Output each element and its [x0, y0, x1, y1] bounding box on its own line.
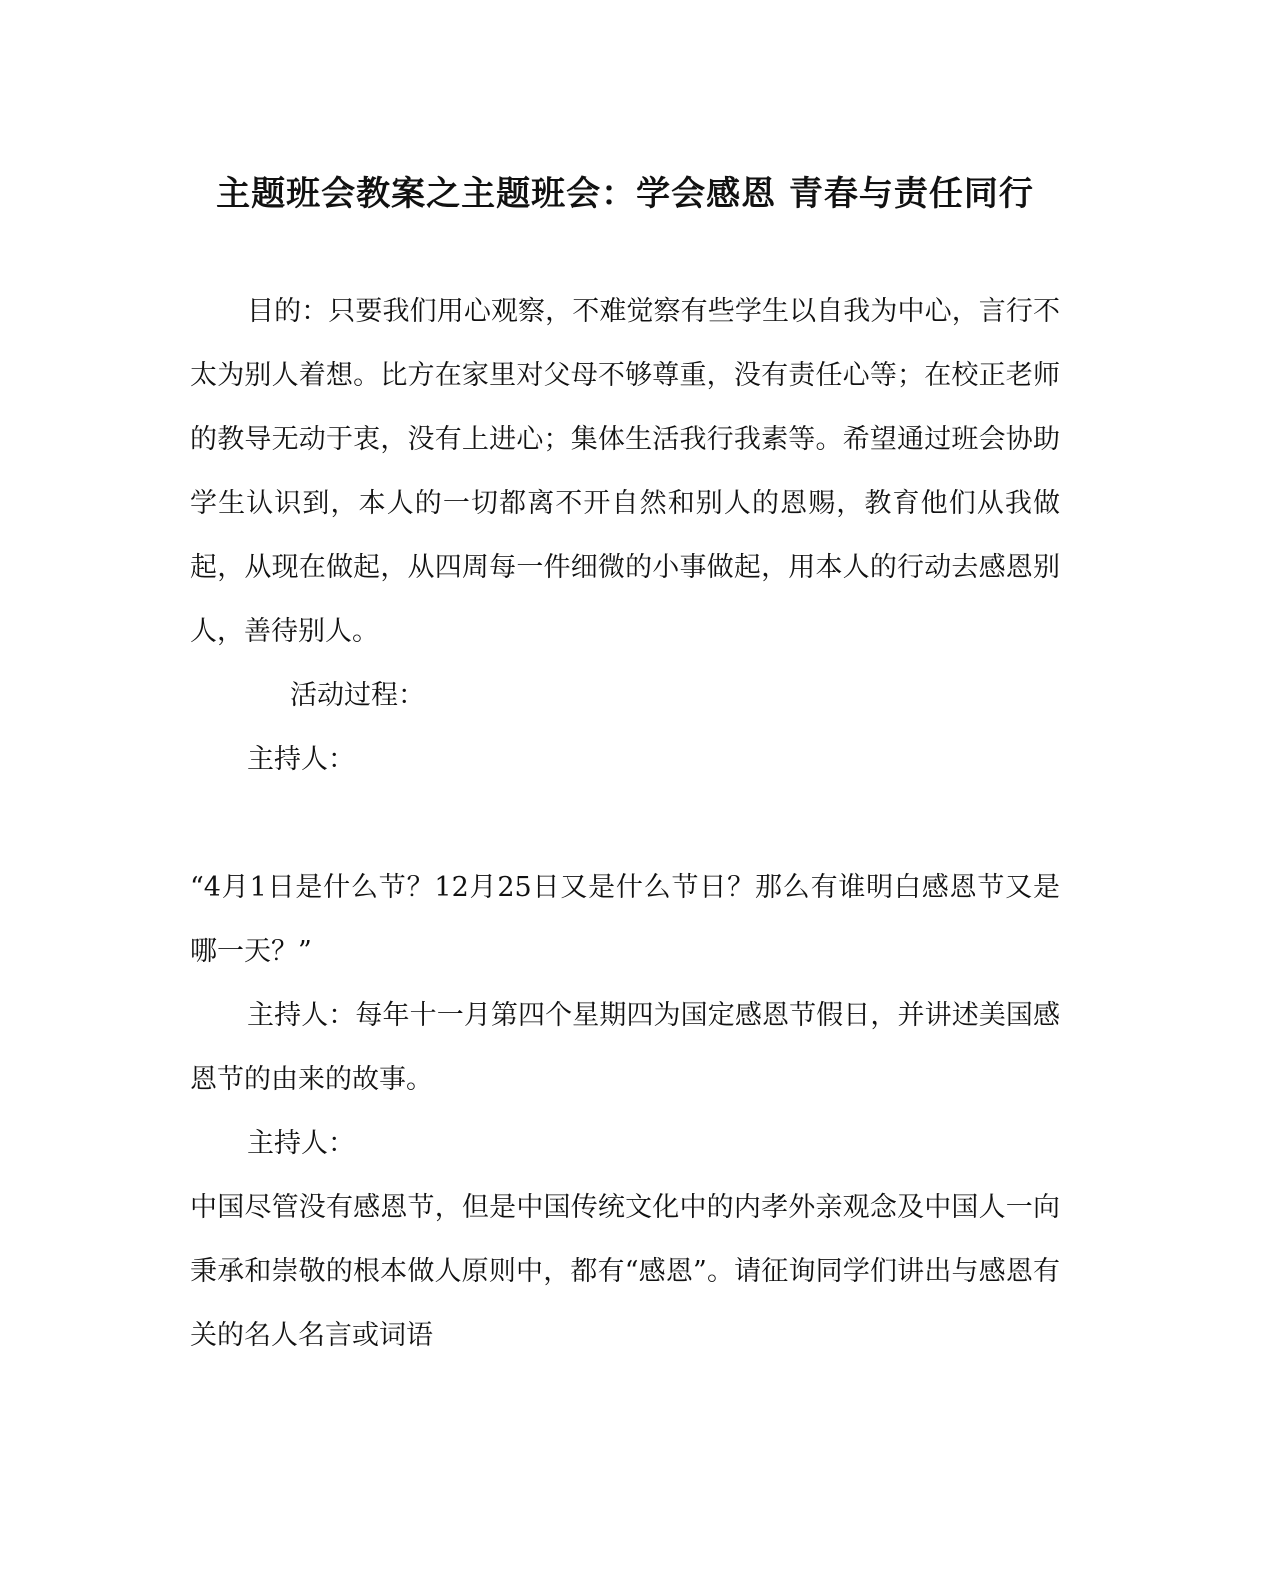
activity-process-heading: 活动过程： — [290, 680, 425, 711]
question-paragraph: “4月1日是什么节？12月25日又是什么节日？那么有谁明白感恩节又是哪一天？” — [190, 872, 1060, 967]
document-title: 主题班会教案之主题班会：学会感恩 青春与责任同行 — [216, 174, 1034, 214]
blank-line — [190, 792, 1060, 856]
purpose-paragraph: 目的：只要我们用心观察，不难觉察有些学生以自我为中心，言行不太为别人着想。比方在家里对父母不够尊重，没有责任心等；在校正老师的教导无动于衷，没有上进心；集体生活我行我素等。希望通过班会协助学生认识到，本人的一切都离不开自然和别人的恩赐，教育他们从我做起，从现在做起，从四周每一件细微的小事做起，用本人的行动去感恩别人，善待别人。 — [190, 296, 1060, 647]
china-gratitude-paragraph: 中国尽管没有感恩节，但是中国传统文化中的内孝外亲观念及中国人一向秉承和崇敬的根本做人原则中，都有“感恩”。请征询同学们讲出与感恩有关的名人名言或词语 — [190, 1192, 1060, 1351]
host-label-3: 主持人： — [247, 1128, 355, 1159]
host-paragraph-2: 主持人：每年十一月第四个星期四为国定感恩节假日，并讲述美国感恩节的由来的故事。 — [190, 1000, 1060, 1095]
document-body — [190, 280, 1060, 1368]
host-label-1: 主持人： — [247, 744, 355, 775]
